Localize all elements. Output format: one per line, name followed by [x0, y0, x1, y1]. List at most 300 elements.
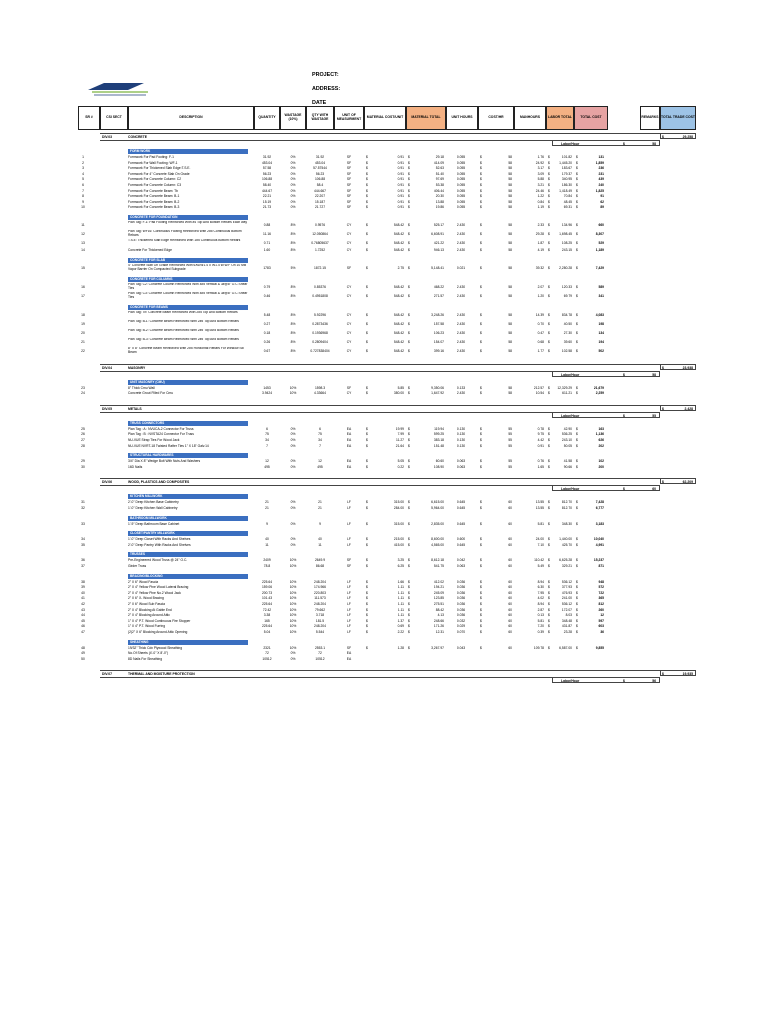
labor-total: 39.60 — [563, 339, 572, 344]
labor-rate-value: 58 — [652, 372, 656, 377]
qty-with-wastage: 0.1936968 — [312, 330, 328, 335]
manhours: 4.19 — [537, 248, 544, 252]
material-cost-unit: 315.00 — [393, 521, 404, 526]
total-cost: 341 — [598, 293, 604, 298]
qty-with-wastage: 111.573 — [314, 596, 326, 601]
currency-symbol: $ — [548, 645, 550, 650]
sr-number: 14 — [81, 248, 85, 252]
wastage: 10% — [289, 579, 297, 584]
quantity: 34 — [265, 438, 269, 442]
unit: LF — [347, 579, 351, 584]
currency-symbol: $ — [480, 155, 482, 159]
qty-with-wastage: 15.187 — [314, 199, 326, 204]
quantity: 6 — [266, 426, 268, 431]
labor-total: 69.79 — [563, 293, 572, 298]
qty-with-wastage: 0.9576 — [314, 223, 326, 227]
labor-total: 42.90 — [563, 426, 572, 431]
total-cost: 812 — [598, 602, 604, 606]
qty-with-wastage: 3.718 — [315, 613, 325, 618]
sr-number: 30 — [81, 464, 85, 469]
quantity: 106.88 — [261, 177, 273, 182]
description: Concrete For Thickened Edge — [128, 248, 172, 252]
currency-symbol: $ — [480, 183, 482, 187]
labor-total: 102.58 — [561, 348, 572, 353]
currency-symbol: $ — [366, 248, 368, 252]
currency-symbol: $ — [480, 624, 482, 629]
quantity: 58.40 — [262, 183, 272, 187]
currency-symbol: $ — [408, 645, 410, 650]
currency-symbol: $ — [576, 183, 578, 187]
currency-symbol: $ — [576, 613, 578, 618]
division-total-value: 62,209 — [682, 480, 693, 485]
currency-symbol: $ — [366, 459, 368, 464]
labor-total: 48.45 — [563, 199, 572, 204]
currency-symbol: $ — [408, 438, 410, 442]
division-total-value: 2,428 — [684, 406, 693, 411]
table-row — [0, 239, 768, 248]
qty-with-wastage: 56.23 — [315, 171, 325, 176]
cost-per-hour: 60 — [508, 618, 512, 623]
material-cost-unit: 0.22 — [397, 464, 404, 469]
description: 3/4" Dia X 8" Wedge Bolt With Nuts And Washers — [128, 459, 201, 464]
material-cost-unit: 0.91 — [397, 183, 404, 187]
currency-symbol: $ — [623, 413, 625, 418]
total-cost: 572 — [598, 585, 604, 590]
material-total: 4.13 — [437, 613, 444, 618]
table-row — [0, 320, 768, 329]
labor-total: 70.84 — [563, 194, 572, 199]
unit-hours: 0.055 — [456, 160, 466, 165]
labor-rate-label: Labor/Hour — [561, 487, 580, 492]
currency-symbol: $ — [548, 284, 550, 289]
currency-symbol: $ — [480, 188, 482, 193]
total-cost: 198 — [598, 321, 604, 326]
group-header: STRUCTURAL HARDWARES — [128, 453, 248, 458]
material-total: 275.51 — [433, 602, 444, 606]
quantity: 0.79 — [263, 284, 271, 289]
labor-total: 101.82 — [561, 155, 572, 159]
currency-symbol: $ — [408, 241, 410, 245]
division-total — [660, 133, 696, 139]
sr-number: 19 — [81, 321, 85, 326]
sr-number: 34 — [81, 537, 85, 542]
currency-symbol: $ — [408, 166, 410, 171]
quantity: 7 — [266, 443, 268, 448]
currency-symbol: $ — [548, 596, 550, 601]
labor-total: 834.78 — [561, 312, 572, 317]
table-row — [0, 465, 768, 471]
wastage: 0% — [290, 506, 296, 510]
cost-per-hour: 58 — [508, 248, 512, 252]
currency-symbol: $ — [408, 293, 410, 298]
division-code: DIV.06 — [102, 480, 113, 485]
unit-hours: 0.043 — [456, 645, 466, 650]
sr-number: 50 — [81, 656, 85, 661]
description: Formwork For Wall Footing: WF-1 — [128, 160, 178, 165]
description: Plan Tag: F-1: Pad Footing Reinforced With #4 Top And Bottom Rebars Each way — [128, 221, 247, 224]
wastage: 10% — [289, 602, 297, 606]
qty-with-wastage: 0.727838404 — [310, 348, 330, 353]
manhours: 6.30 — [537, 585, 544, 590]
qty-with-wastage: 34 — [318, 438, 322, 442]
currency-symbol: $ — [366, 506, 368, 510]
labor-total: 69.31 — [563, 205, 572, 210]
group-header: CONCRETE FOR COLUMNS — [128, 277, 248, 282]
total-cost: 948 — [598, 579, 604, 584]
labor-total: 243.15 — [561, 248, 572, 252]
currency-symbol: $ — [548, 188, 550, 193]
labor-rate-value: 56 — [652, 679, 656, 684]
wastage: 0% — [290, 177, 296, 182]
labor-total: 12,329.29 — [557, 385, 572, 390]
unit: EA — [346, 432, 352, 437]
manhours: 0.68 — [537, 339, 544, 344]
currency-symbol: $ — [366, 426, 368, 431]
cost-per-hour: 58 — [508, 339, 512, 344]
unit-hours: 0.055 — [456, 194, 466, 199]
material-total: 399.16 — [433, 348, 444, 353]
material-cost-unit: 284.00 — [393, 506, 404, 510]
currency-symbol: $ — [408, 223, 410, 227]
currency-symbol: $ — [480, 542, 482, 547]
labor-total: 425.70 — [561, 542, 572, 547]
total-cost: 91 — [600, 194, 604, 199]
material-cost-unit: 548.42 — [393, 348, 404, 353]
wastage: 0% — [290, 651, 296, 656]
wastage: 0% — [290, 188, 296, 193]
qty-with-wastage: 1872.15 — [314, 265, 326, 270]
sr-number: 17 — [81, 293, 85, 298]
sr-number: 28 — [81, 443, 85, 448]
quantity: 225.64 — [261, 579, 273, 584]
table-row — [0, 311, 768, 320]
currency-symbol: $ — [576, 630, 578, 634]
manhours: 0.47 — [537, 330, 544, 335]
cost-per-hour: 58 — [508, 293, 512, 298]
manhours: 13.55 — [535, 506, 544, 510]
cost-per-hour: 60 — [508, 537, 512, 542]
material-cost-unit: 6.25 — [397, 564, 404, 568]
material-cost-unit: 215.00 — [393, 537, 404, 542]
unit: LF — [347, 500, 351, 505]
material-cost-unit: 0.91 — [397, 205, 404, 210]
manhours: 1.87 — [537, 241, 544, 245]
division-code: DIV.04 — [102, 365, 113, 370]
material-cost-unit: 0.91 — [397, 194, 404, 199]
unit: LF — [347, 542, 351, 547]
currency-symbol: $ — [408, 199, 410, 204]
wastage: 8% — [290, 232, 296, 236]
column-header: COST/HR — [478, 106, 514, 130]
labor-total: 108.25 — [561, 241, 572, 245]
sr-number: 18 — [81, 312, 85, 317]
currency-symbol: $ — [576, 537, 578, 542]
qty-with-wastage: 0.85376 — [314, 284, 326, 289]
column-header: TOTAL TRADE COST — [660, 106, 696, 130]
currency-symbol: $ — [548, 500, 550, 505]
division-code: DIV.03 — [102, 135, 113, 139]
description: Formwork For 4" Concrete Slab On Grade — [128, 171, 190, 176]
manhours: 7.95 — [537, 590, 544, 595]
material-cost-unit: 1.11 — [397, 596, 404, 601]
description: 1" X 4" P.T. Wood Furring — [128, 624, 166, 629]
currency-symbol: $ — [480, 241, 482, 245]
currency-symbol: $ — [548, 579, 550, 584]
wastage: 0% — [290, 464, 296, 469]
cost-per-hour: 58 — [508, 232, 512, 236]
unit: LF — [347, 596, 351, 601]
cost-per-hour: 58 — [508, 188, 512, 193]
column-header: WASTAGE (10%) — [280, 106, 306, 130]
material-total: 123.85 — [433, 596, 444, 601]
currency-symbol: $ — [408, 521, 410, 526]
total-cost: 3,183 — [595, 521, 604, 526]
manhours: 7.20 — [537, 624, 544, 629]
cost-per-hour: 60 — [508, 564, 512, 568]
currency-symbol: $ — [576, 579, 578, 584]
currency-symbol: $ — [366, 232, 368, 236]
qty-with-wastage: 6 — [319, 426, 321, 431]
description: 2" X 6" Wood Sub Fascia — [128, 602, 165, 606]
currency-symbol: $ — [366, 558, 368, 563]
manhours: 0.78 — [537, 426, 544, 431]
wastage: 8% — [290, 241, 296, 245]
qty-with-wastage: 1.7252 — [314, 248, 326, 252]
total-cost: 4,083 — [595, 312, 604, 317]
currency-symbol: $ — [480, 232, 482, 236]
currency-symbol: $ — [548, 521, 550, 526]
material-total: 154.07 — [433, 339, 444, 344]
description: Plan Tag: B-3: Concrete Beam Reinforced With 2#5 Top And Bottom Rebars — [128, 337, 239, 341]
labor-total: 241.00 — [561, 596, 572, 601]
quantity: 78.8 — [263, 564, 271, 568]
sr-number: 11 — [81, 223, 85, 227]
material-total: 119.94 — [434, 426, 444, 431]
wastage: 10% — [289, 630, 297, 634]
description: 1'-0" Deep Closet With Racks And Shelves — [128, 537, 191, 542]
material-cost-unit: 1.11 — [397, 585, 404, 590]
total-cost: 89 — [600, 205, 604, 210]
currency-symbol: $ — [548, 438, 550, 442]
unit-hours: 2.430 — [456, 321, 466, 326]
column-header: REMARKS — [640, 106, 660, 130]
labor-total: 812.70 — [561, 506, 572, 510]
description: Plan Tag: C2: Concrete Column Reinforced With 4#5 Vertical & 3#@8" O.C Shear Ties — [128, 282, 248, 290]
quantity: 495 — [264, 464, 270, 469]
unit: EA — [346, 464, 352, 469]
labor-total: 23.28 — [563, 630, 572, 634]
group-header: CONCRETE FOR FOUNDATION — [128, 215, 248, 220]
unit: CY — [346, 321, 352, 326]
total-cost: 626 — [598, 438, 604, 442]
description: Formwork For Concrete Beam: B-2 — [128, 199, 180, 204]
division-name: CONCRETE — [128, 135, 148, 139]
description: 8" X 8" Concrete Beam Reinforced With 2#5 Horizontal Rebars For Window Sill Beam — [128, 346, 244, 354]
division-name: WOOD, PLASTICS AND COMPOSITES — [128, 480, 190, 485]
manhours: 13.55 — [535, 500, 544, 505]
quantity: 453.04 — [261, 160, 273, 165]
division-total — [660, 670, 696, 676]
quantity: 0.26 — [263, 339, 271, 344]
currency-symbol: $ — [548, 432, 550, 437]
total-cost: 15,237 — [593, 558, 604, 563]
labor-total: 243.10 — [561, 438, 572, 442]
qty-with-wastage: 22.207 — [314, 194, 326, 199]
currency-symbol: $ — [480, 564, 482, 568]
currency-symbol: $ — [548, 542, 550, 547]
currency-symbol: $ — [480, 330, 482, 335]
total-cost: 131 — [598, 155, 604, 159]
unit-hours: 2.430 — [456, 248, 466, 252]
currency-symbol: $ — [576, 177, 578, 182]
labor-total: 431.87 — [561, 624, 572, 629]
currency-symbol: $ — [576, 443, 578, 448]
division-name: METALS — [128, 406, 142, 411]
wastage: 10% — [289, 585, 297, 590]
currency-symbol: $ — [408, 506, 410, 510]
manhours: 0.76 — [537, 459, 544, 464]
currency-symbol: $ — [548, 248, 550, 252]
currency-symbol: $ — [366, 183, 368, 187]
manhours: 110.42 — [534, 558, 544, 563]
description: 2" X 6" Wood Fascia — [128, 579, 159, 584]
description: 8" Thick Cmu Wall — [128, 385, 155, 390]
sr-number: 31 — [81, 500, 85, 505]
wastage: 5% — [290, 265, 296, 270]
unit: EA — [346, 651, 352, 656]
sr-number: 45 — [81, 618, 85, 623]
currency-symbol: $ — [576, 459, 578, 464]
total-cost: 722 — [598, 590, 604, 595]
unit: EA — [346, 426, 352, 431]
manhours: 8.94 — [537, 579, 544, 584]
material-cost-unit: 0.91 — [397, 199, 404, 204]
unit: LF — [347, 585, 351, 590]
currency-symbol: $ — [408, 443, 410, 448]
cost-per-hour: 58 — [508, 330, 512, 335]
description: 2" X 6" X- Wood Bracing — [128, 596, 164, 601]
currency-symbol: $ — [480, 596, 482, 601]
cost-per-hour: 60 — [508, 500, 512, 505]
currency-symbol: $ — [576, 596, 578, 601]
unit-hours: 0.042 — [456, 558, 466, 563]
unit-hours: 0.063 — [456, 459, 466, 464]
group-header: BRACING/BLOCKING — [128, 574, 248, 579]
cost-per-hour: 60 — [508, 624, 512, 629]
quantity: 0.71 — [263, 241, 271, 245]
unit: SF — [346, 564, 352, 568]
manhours: 0.70 — [537, 321, 544, 326]
labor-total: 1,698.45 — [559, 232, 572, 236]
sr-number: 24 — [81, 391, 85, 396]
currency-symbol: $ — [408, 590, 410, 595]
quantity: 75 — [265, 432, 269, 437]
unit: SF — [346, 171, 352, 176]
material-total: 171.26 — [433, 624, 444, 629]
material-total: 51.40 — [435, 171, 444, 176]
quantity: 101.43 — [261, 596, 273, 601]
quantity: 5.48 — [263, 312, 271, 317]
material-cost-unit: 3.25 — [397, 558, 404, 563]
group-header: SHEATHING — [128, 640, 248, 645]
sr-number: 22 — [81, 348, 85, 353]
currency-symbol: $ — [480, 385, 482, 390]
currency-symbol: $ — [480, 348, 482, 353]
currency-symbol: $ — [548, 177, 550, 182]
sr-number: 5 — [82, 177, 84, 182]
quantity: 3.38 — [263, 613, 271, 618]
qty-with-wastage: 5.92296 — [314, 312, 326, 317]
unit: SF — [346, 205, 352, 210]
group-header: FORM WORK — [128, 149, 248, 154]
labor-total: 536.25 — [561, 432, 572, 437]
currency-symbol: $ — [548, 199, 550, 204]
sr-number: 32 — [81, 506, 85, 510]
unit-hours: 2.430 — [456, 232, 466, 236]
wastage: 8% — [290, 284, 296, 289]
sr-number: 25 — [81, 426, 85, 431]
cost-per-hour: 55 — [508, 464, 512, 469]
manhours: 109.78 — [533, 645, 544, 650]
unit-hours: 0.021 — [456, 265, 466, 270]
sr-number: 44 — [81, 613, 85, 618]
unit-hours: 0.055 — [456, 166, 466, 171]
currency-symbol: $ — [366, 330, 368, 335]
quantity: 56.23 — [262, 171, 272, 176]
total-cost: 871 — [598, 564, 604, 568]
currency-symbol: $ — [548, 330, 550, 335]
currency-symbol: $ — [366, 223, 368, 227]
cost-per-hour: 55 — [508, 432, 512, 437]
material-total: 108.90 — [433, 464, 444, 469]
description: Plan Tag: C3: Concrete Column Reinforced With 4#5 Vertical & 3#@8" O.C Shear Ties — [128, 291, 248, 299]
unit: EA — [346, 438, 352, 442]
unit-hours: 0.036 — [456, 590, 466, 595]
material-cost-unit: 548.42 — [393, 330, 404, 335]
total-cost: 62 — [600, 199, 604, 204]
sr-number: 23 — [81, 385, 85, 390]
qty-with-wastage: 4.33664 — [314, 391, 326, 396]
manhours: 0.91 — [537, 443, 544, 448]
material-total: 157.58 — [433, 321, 444, 326]
currency-symbol: $ — [548, 602, 550, 606]
cost-per-hour: 60 — [508, 558, 512, 563]
material-total: 29.18 — [435, 155, 444, 159]
description: 1" X 4" P.T. Wood Continuous Fire Stopper — [128, 618, 191, 623]
material-total: 88.42 — [435, 607, 444, 612]
currency-symbol: $ — [408, 500, 410, 505]
currency-symbol: $ — [366, 293, 368, 298]
material-total: 52.63 — [435, 166, 444, 171]
material-cost-unit: 315.00 — [393, 500, 404, 505]
quantity: 10512 — [262, 656, 272, 661]
labor-rate — [552, 485, 660, 491]
total-cost: 194 — [598, 339, 604, 344]
currency-symbol: $ — [480, 443, 482, 448]
currency-symbol: $ — [576, 232, 578, 236]
currency-symbol: $ — [480, 177, 482, 182]
labor-total — [546, 657, 572, 663]
cost-per-hour: 58 — [508, 348, 512, 353]
group-header: CONCRETE FOR BEAMS — [128, 305, 248, 310]
manhours: 39.32 — [535, 265, 544, 270]
wastage: 0% — [290, 183, 296, 187]
currency-symbol: $ — [480, 464, 482, 469]
currency-symbol: $ — [548, 265, 550, 270]
total-cost: 365 — [598, 596, 604, 601]
currency-symbol: $ — [576, 558, 578, 563]
description: 16D Nails — [128, 464, 143, 469]
